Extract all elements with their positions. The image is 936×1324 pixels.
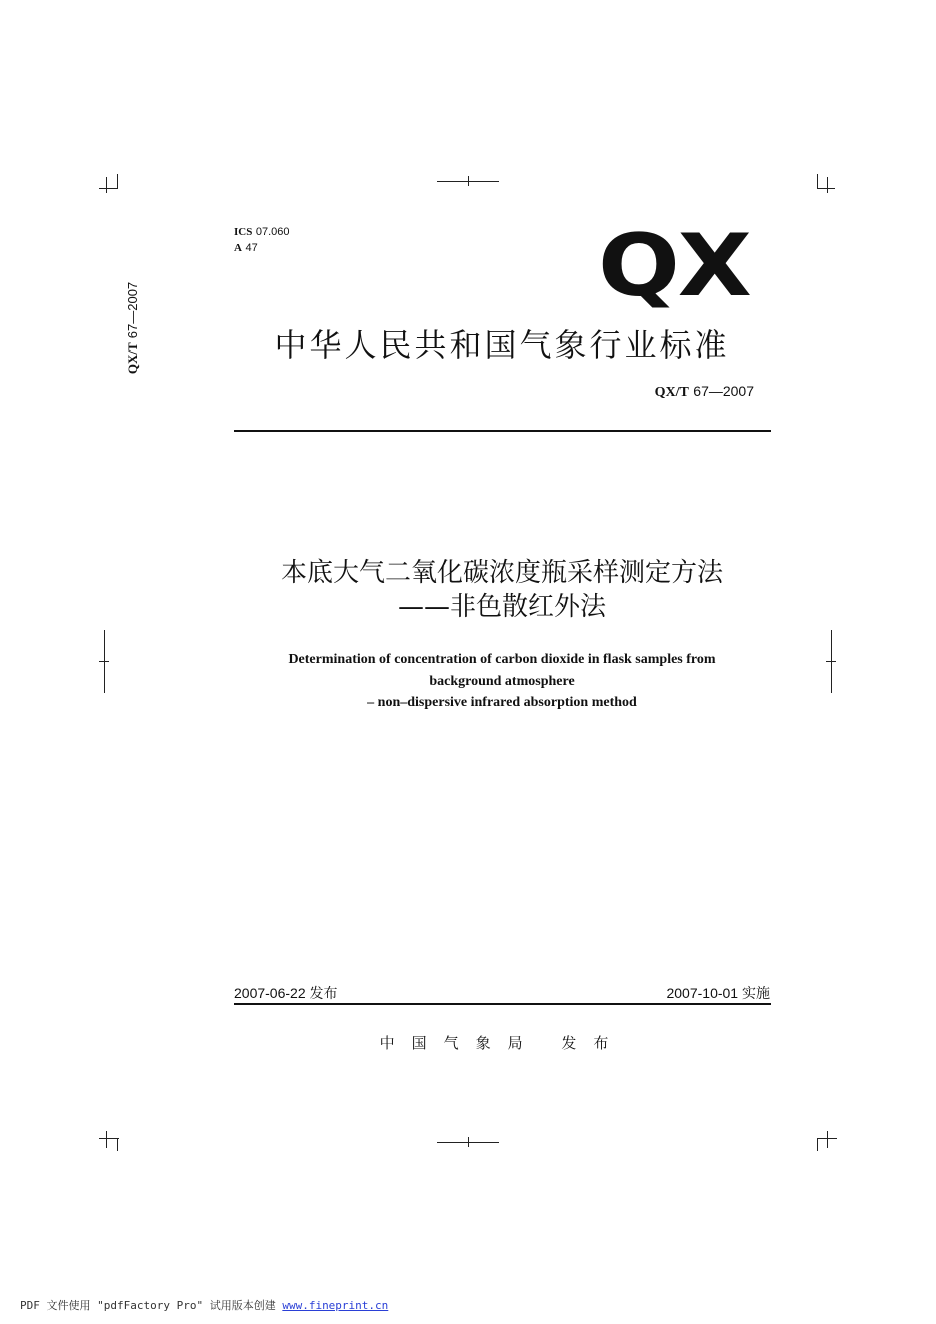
crop-mark-top-right: [817, 174, 818, 189]
qx-logo: QX: [598, 216, 750, 316]
spine-standard-code: [125, 282, 141, 374]
title-english-line1: Determination of concentration of carbon dioxide in flask samples from: [288, 652, 716, 667]
crop-mark-bottom-left: [106, 1131, 107, 1148]
crop-mark-top-right: [817, 188, 835, 189]
ics-value: 07.060: [255, 226, 290, 238]
issue-date-label: 发布: [309, 986, 338, 1002]
ics-line: [234, 224, 290, 240]
implement-date-value: 2007-10-01: [666, 985, 739, 1001]
registration-mark-top: [468, 176, 469, 186]
classification-block: [234, 224, 290, 256]
standard-code-number: 67—2007: [693, 383, 754, 399]
crop-mark-bottom-left: [99, 1138, 119, 1139]
registration-mark-bottom: [468, 1137, 469, 1147]
title-english-line3: – non–dispersive infrared absorption method: [367, 695, 637, 710]
implement-date-label: 实施: [742, 986, 770, 1002]
ccs-line: [234, 240, 290, 256]
standard-code: [655, 383, 754, 401]
pdf-footer-text: PDF 文件使用 "pdfFactory Pro" 试用版本创建: [20, 1299, 283, 1312]
registration-mark-left: [99, 661, 109, 662]
implement-date: [666, 983, 770, 1003]
crop-mark-top-right: [827, 177, 828, 193]
title-chinese-line1: 本底大气二氧化碳浓度瓶采样测定方法: [280, 558, 723, 588]
ccs-label: A: [234, 242, 242, 254]
ics-label: ICS: [234, 226, 253, 238]
publisher: 中国气象局 发布: [379, 1034, 626, 1052]
standard-code-prefix: QX/T: [654, 385, 689, 400]
standard-type-heading: 中华人民共和国气象行业标准: [274, 326, 730, 364]
issue-date-value: 2007-06-22: [234, 985, 306, 1001]
title-english: [200, 649, 804, 714]
crop-mark-top-left: [99, 188, 117, 189]
crop-mark-bottom-left: [117, 1138, 118, 1151]
fineprint-link[interactable]: www.fineprint.cn: [282, 1299, 389, 1312]
crop-mark-bottom-right: [827, 1131, 828, 1148]
title-english-line2: background atmosphere: [429, 673, 575, 689]
crop-mark-bottom-right: [817, 1138, 818, 1151]
crop-mark-top-left: [117, 174, 118, 189]
crop-mark-top-left: [106, 177, 107, 193]
title-chinese: [150, 556, 854, 624]
issue-date: [234, 983, 338, 1003]
spine-code-number: 67—2007: [125, 281, 140, 339]
footer-divider: [234, 1003, 771, 1005]
title-chinese-line2: ——非色散红外法: [397, 592, 606, 622]
registration-mark-right: [826, 661, 836, 662]
ccs-value: 47: [245, 242, 258, 254]
pdf-creator-footer: [20, 1297, 388, 1313]
header-divider: [234, 430, 771, 432]
spine-code-prefix: QX/T: [125, 342, 140, 375]
